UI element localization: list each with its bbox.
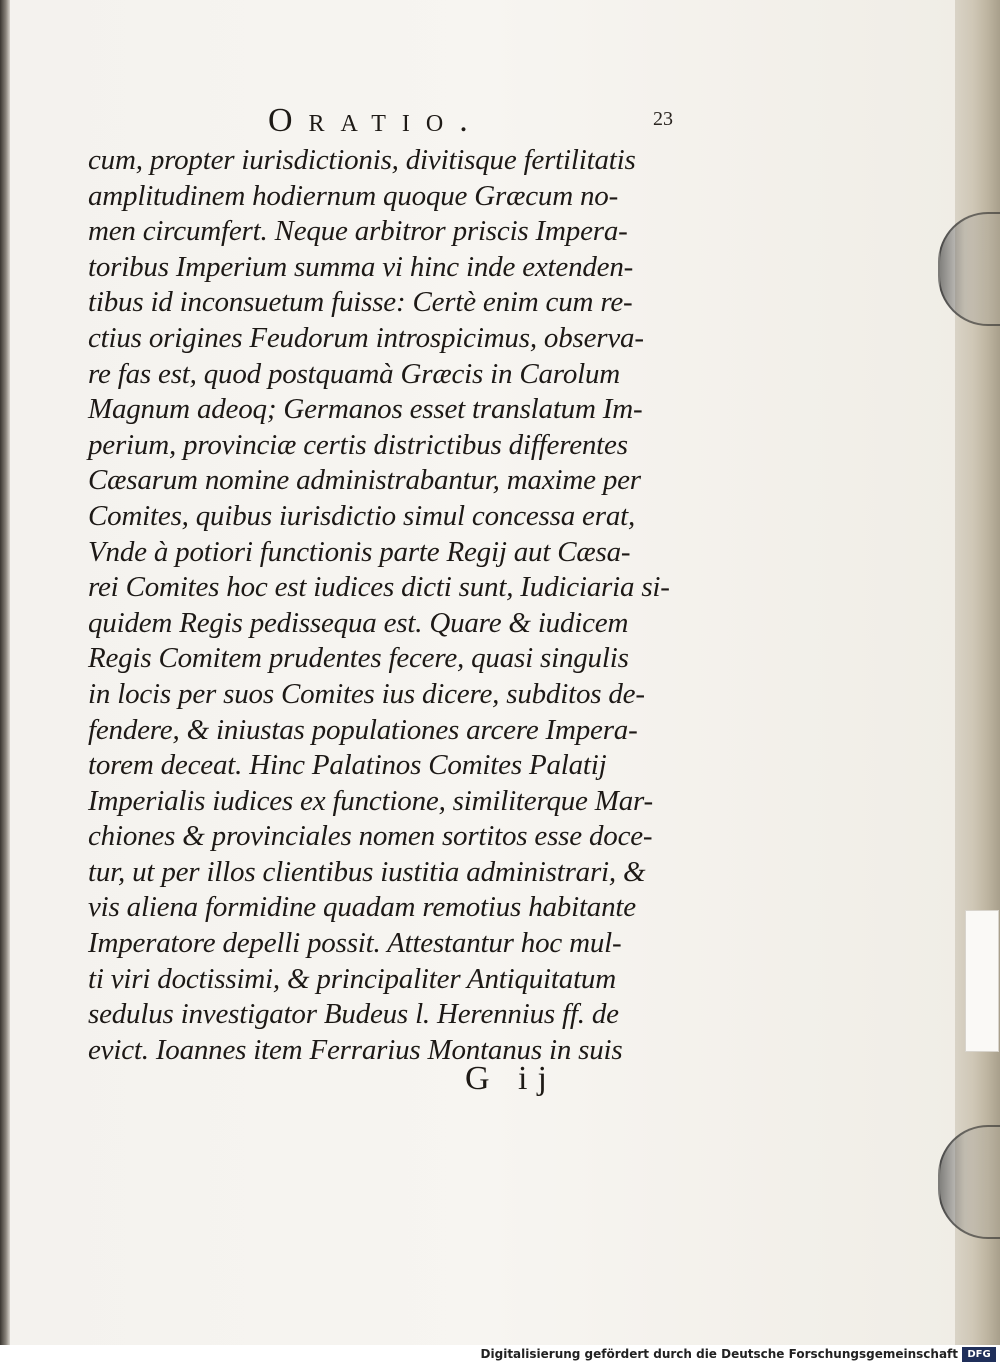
text-line: vis aliena formidine quadam remotius habitante: [88, 891, 636, 924]
dfg-logo: DFG: [962, 1347, 996, 1362]
binding-edge: [0, 0, 10, 1345]
text-line: ctius origines Feudorum introspicimus, observa-: [88, 321, 644, 354]
paper-tab: [965, 910, 999, 1052]
text-line: in locis per suos Comites ius dicere, subditos de-: [88, 677, 645, 710]
text-line: chiones & provinciales nomen sortitos esse doce-: [88, 820, 653, 853]
text-line: perium, provinciæ certis districtibus differentes: [88, 428, 628, 461]
footer-bar: [0, 1345, 1000, 1365]
text-line: fendere, & iniustas populationes arcere Impera-: [88, 713, 638, 746]
text-line: evict. Ioannes item Ferrarius Montanus in suis: [88, 1033, 623, 1066]
text-line: torem deceat. Hinc Palatinos Comites Palatij: [88, 749, 607, 782]
text-line: amplitudinem hodiernum quoque Græcum no-: [88, 179, 619, 212]
text-line: sedulus investigator Budeus l. Herennius ff. de: [88, 998, 619, 1031]
page-number: 23: [653, 108, 673, 130]
text-line: rei Comites hoc est iudices dicti sunt, Iudiciaria si-: [88, 571, 670, 604]
text-line: Imperialis iudices ex functione, similiterque Mar-: [88, 784, 654, 817]
text-line: Regis Comitem prudentes fecere, quasi singulis: [88, 642, 629, 675]
text-line: quidem Regis pedissequa est. Quare & iudicem: [88, 606, 629, 639]
text-line: Comites, quibus iurisdictio simul concessa erat,: [88, 499, 636, 532]
body-text: [88, 143, 708, 1068]
signature-mark: G ij: [465, 1060, 557, 1097]
text-line: men circumfert. Neque arbitror priscis Impera-: [88, 215, 628, 248]
text-line: ti viri doctissimi, & principaliter Antiquitatum: [88, 962, 616, 995]
text-line: re fas est, quod postquamà Græcis in Carolum: [88, 357, 621, 390]
text-line: tur, ut per illos clientibus iustitia administrari, &: [88, 855, 646, 888]
text-line: Magnum adeoq; Germanos esset translatum Im-: [88, 393, 643, 426]
text-line: toribus Imperium summa vi hinc inde extenden-: [88, 250, 634, 283]
text-line: Vnde à potiori functionis parte Regij aut Cæsa-: [88, 535, 631, 568]
text-line: Cæsarum nomine administrabantur, maxime per: [88, 464, 641, 497]
text-line: tibus id inconsuetum fuisse: Certè enim cum re-: [88, 286, 633, 319]
text-line: cum, propter iurisdictionis, divitisque fertilitatis: [88, 144, 636, 176]
running-title: Oratio.: [268, 102, 484, 139]
text-line: Imperatore depelli possit. Attestantur hoc mul-: [88, 927, 622, 960]
footer-credit: Digitalisierung gefördert durch die Deutsche Forschungsgemeinschaft: [480, 1347, 958, 1361]
page-header: [268, 102, 708, 140]
